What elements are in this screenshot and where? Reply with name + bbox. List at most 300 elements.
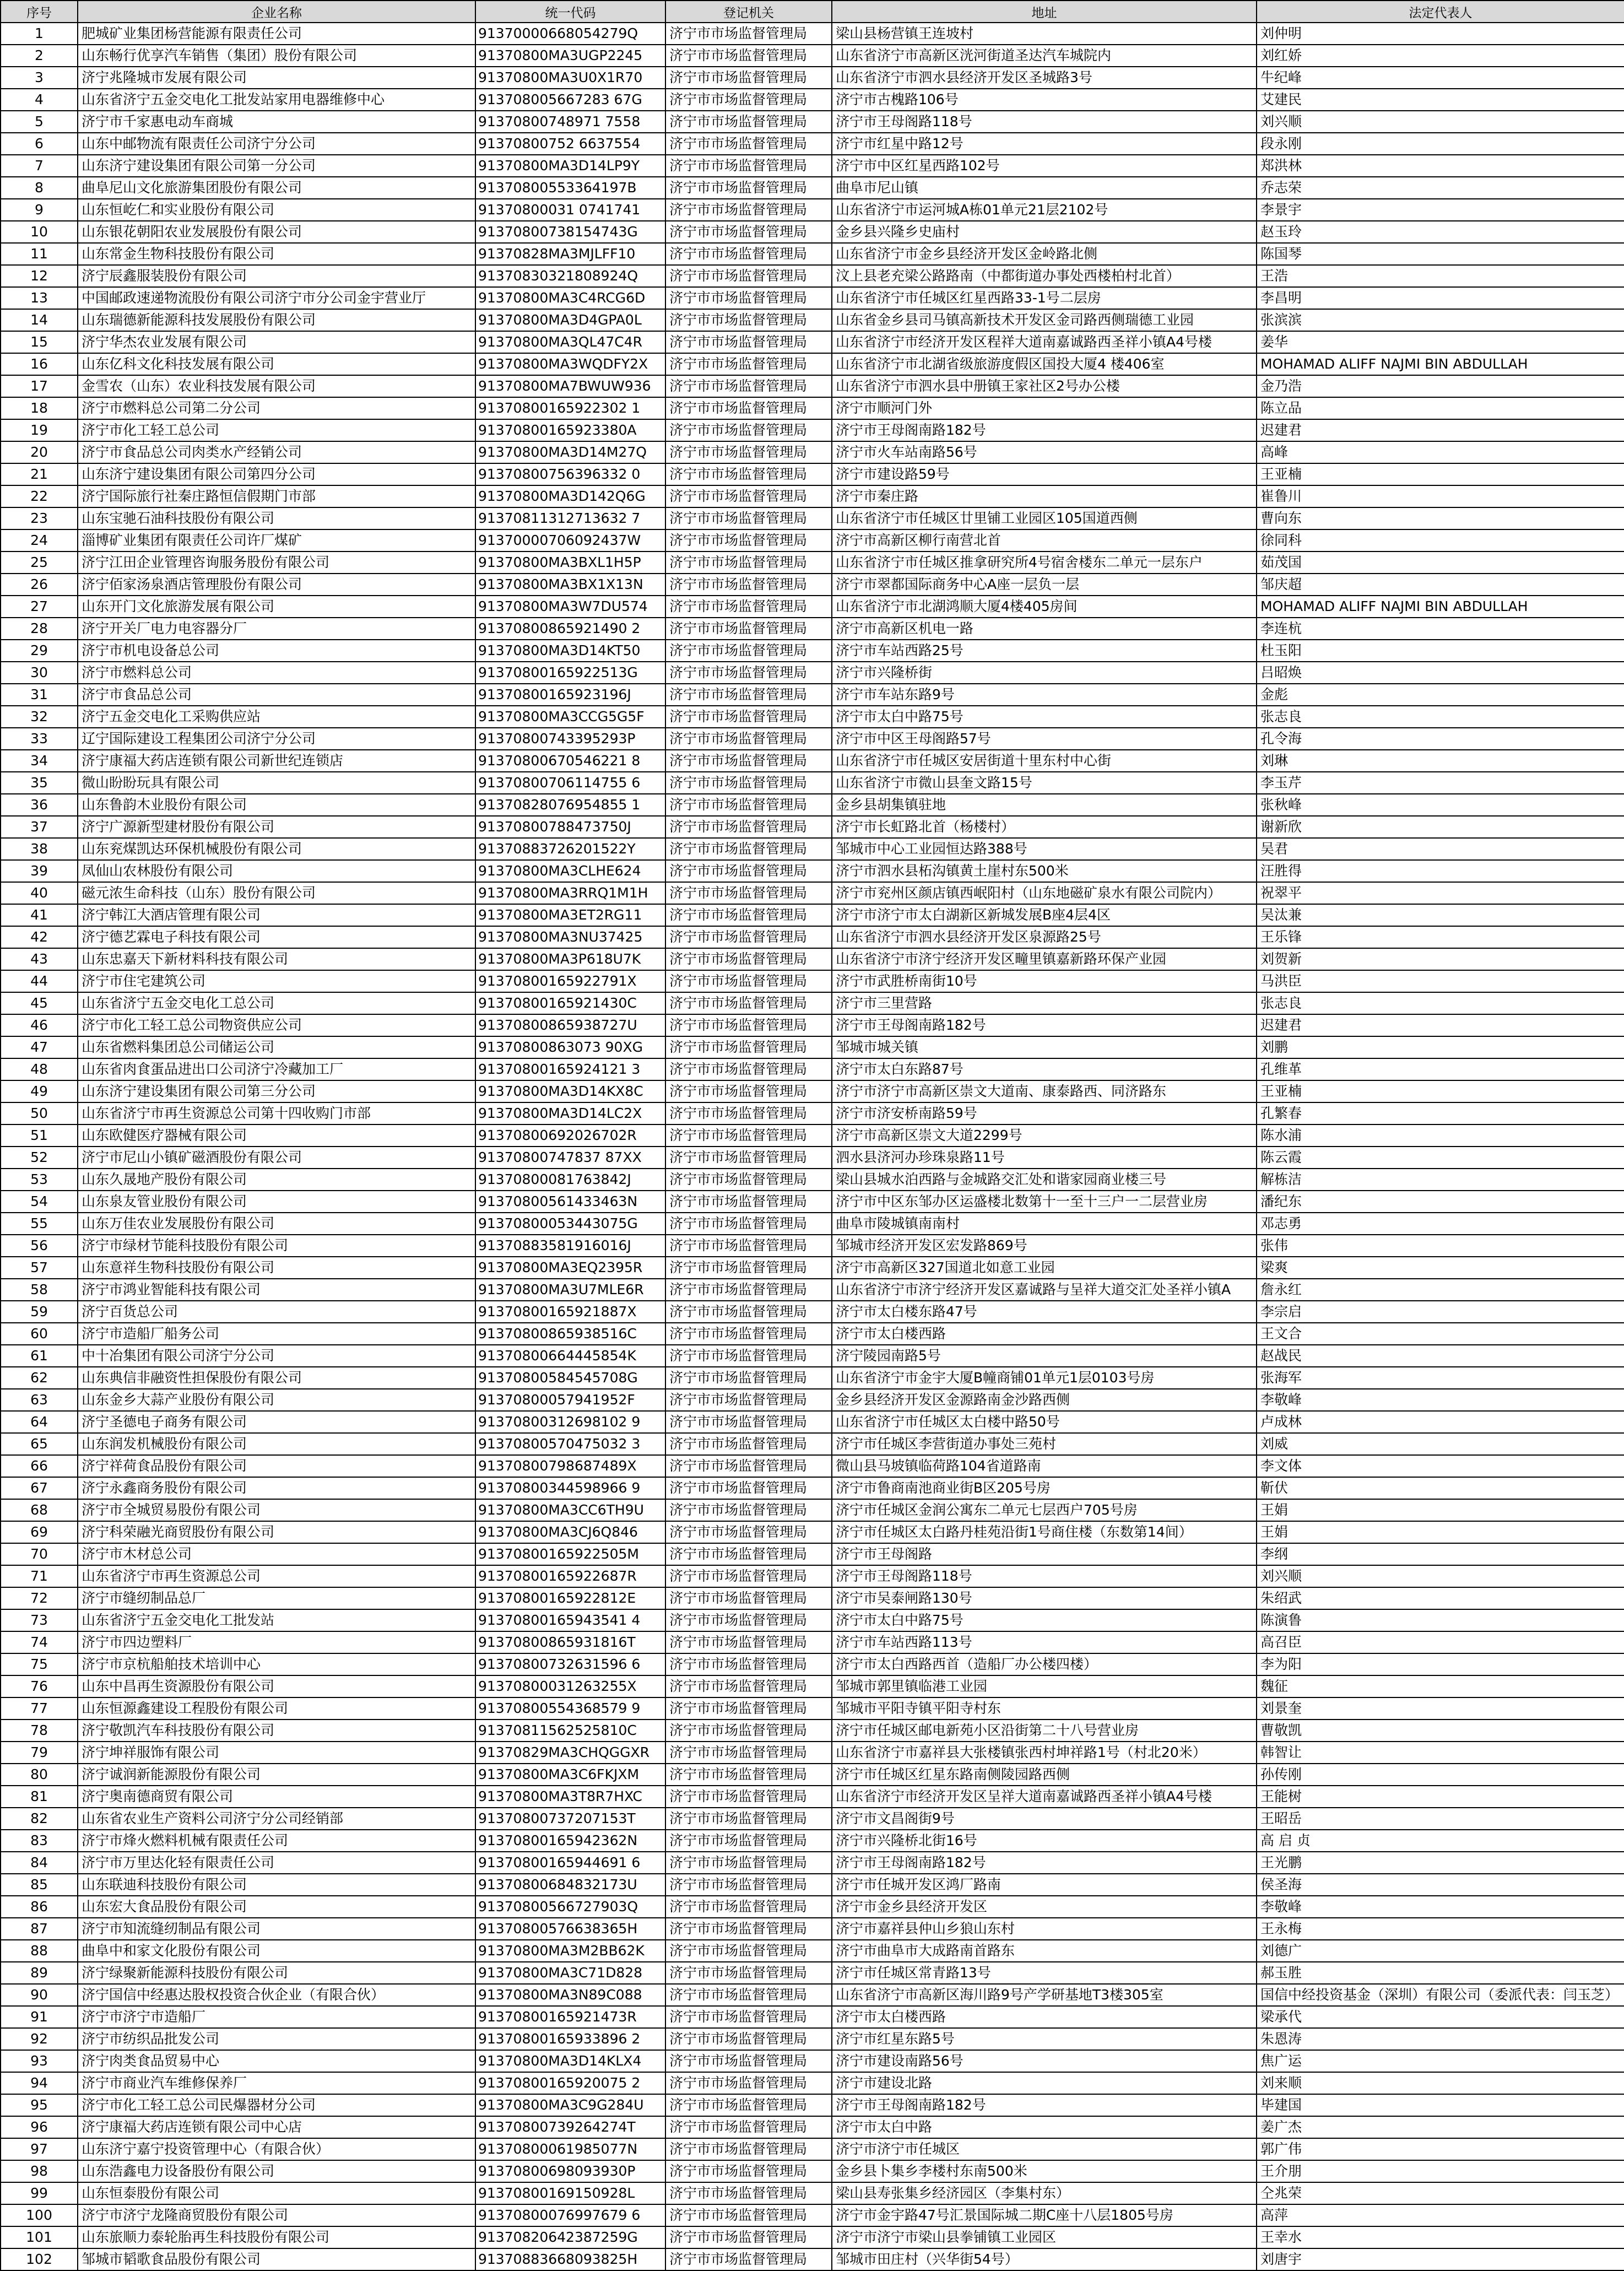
cell-registration-authority[interactable]: 济宁市市场监督管理局	[665, 1675, 832, 1697]
cell-index[interactable]: 63	[1, 1389, 78, 1411]
cell-index[interactable]: 80	[1, 1764, 78, 1786]
cell-unified-code[interactable]: 91370800738154743G	[475, 221, 665, 243]
cell-company-name[interactable]: 中十冶集团有限公司济宁分公司	[78, 1345, 475, 1367]
cell-unified-code[interactable]: 91370800MA3C6FKJXM	[475, 1764, 665, 1786]
cell-unified-code[interactable]: 91370800MA3M2BB62K	[475, 1940, 665, 1962]
cell-company-name[interactable]: 济宁市食品总公司	[78, 684, 475, 706]
cell-index[interactable]: 84	[1, 1852, 78, 1874]
cell-registration-authority[interactable]: 济宁市市场监督管理局	[665, 2182, 832, 2204]
cell-unified-code[interactable]: 91370800865931816T	[475, 1631, 665, 1653]
cell-index[interactable]: 50	[1, 1102, 78, 1124]
cell-unified-code[interactable]: 91370828MA3MJLFF10	[475, 243, 665, 265]
cell-company-name[interactable]: 山东万佳农业发展股份有限公司	[78, 1213, 475, 1235]
cell-registration-authority[interactable]: 济宁市市场监督管理局	[665, 1984, 832, 2006]
cell-index[interactable]: 62	[1, 1367, 78, 1389]
cell-legal-representative[interactable]: 吴汰兼	[1257, 904, 1624, 926]
cell-company-name[interactable]: 中国邮政速递物流股份有限公司济宁市分公司金宇营业厅	[78, 287, 475, 309]
cell-address[interactable]: 微山县马坡镇临荷路104省道路南	[832, 1455, 1257, 1477]
table-row[interactable]	[1, 243, 1624, 265]
cell-unified-code[interactable]: 91370800061985077N	[475, 2138, 665, 2160]
table-row[interactable]	[1, 1455, 1624, 1477]
cell-legal-representative[interactable]: 孔令海	[1257, 728, 1624, 750]
cell-index[interactable]: 39	[1, 860, 78, 882]
cell-address[interactable]: 济宁市车站西路25号	[832, 640, 1257, 662]
cell-address[interactable]: 济宁市高新区柳行南营北首	[832, 529, 1257, 551]
cell-legal-representative[interactable]: 张志良	[1257, 706, 1624, 728]
cell-address[interactable]: 金乡县经济开发区金源路南金沙路西侧	[832, 1389, 1257, 1411]
cell-company-name[interactable]: 山东省燃料集团总公司储运公司	[78, 1036, 475, 1058]
cell-index[interactable]: 42	[1, 926, 78, 948]
cell-legal-representative[interactable]: 梁承代	[1257, 2006, 1624, 2028]
cell-unified-code[interactable]: 91370800554368579 9	[475, 1697, 665, 1720]
cell-unified-code[interactable]: 91370800165920075 2	[475, 2072, 665, 2094]
cell-legal-representative[interactable]: 陈国琴	[1257, 243, 1624, 265]
cell-unified-code[interactable]: 91370830321808924Q	[475, 265, 665, 287]
cell-index[interactable]: 95	[1, 2094, 78, 2116]
cell-legal-representative[interactable]: 赵玉玲	[1257, 221, 1624, 243]
cell-registration-authority[interactable]: 济宁市市场监督管理局	[665, 1102, 832, 1124]
cell-registration-authority[interactable]: 济宁市市场监督管理局	[665, 45, 832, 67]
cell-company-name[interactable]: 山东中昌再生资源股份有限公司	[78, 1675, 475, 1697]
cell-company-name[interactable]: 山东兖煤凯达环保机械股份有限公司	[78, 838, 475, 860]
table-row[interactable]	[1, 1345, 1624, 1367]
table-row[interactable]	[1, 287, 1624, 309]
cell-address[interactable]: 济宁市济宁市梁山县拳铺镇工业园区	[832, 2226, 1257, 2248]
cell-company-name[interactable]: 山东宝驰石油科技股份有限公司	[78, 507, 475, 529]
cell-index[interactable]: 33	[1, 728, 78, 750]
cell-company-name[interactable]: 山东省农业生产资料公司济宁分公司经销部	[78, 1808, 475, 1830]
table-row[interactable]	[1, 2050, 1624, 2072]
table-row[interactable]	[1, 199, 1624, 221]
cell-address[interactable]: 山东省济宁市北湖鸿顺大厦4楼405房间	[832, 596, 1257, 618]
cell-company-name[interactable]: 济宁祥荷食品股份有限公司	[78, 1455, 475, 1477]
cell-address[interactable]: 济宁市太白中路75号	[832, 706, 1257, 728]
cell-unified-code[interactable]: 91370800344598966 9	[475, 1477, 665, 1499]
cell-company-name[interactable]: 济宁坤祥服饰有限公司	[78, 1742, 475, 1764]
cell-company-name[interactable]: 济宁韩江大酒店管理有限公司	[78, 904, 475, 926]
cell-legal-representative[interactable]: 迟建君	[1257, 1014, 1624, 1036]
table-row[interactable]	[1, 904, 1624, 926]
cell-registration-authority[interactable]: 济宁市市场监督管理局	[665, 750, 832, 772]
table-row[interactable]	[1, 551, 1624, 574]
cell-unified-code[interactable]: 91370800MA3UGP2245	[475, 45, 665, 67]
cell-legal-representative[interactable]: 王光鹏	[1257, 1852, 1624, 1874]
cell-company-name[interactable]: 山东欧健医疗器械有限公司	[78, 1124, 475, 1147]
cell-legal-representative[interactable]: 李敬峰	[1257, 1389, 1624, 1411]
cell-unified-code[interactable]: 91370800031263255X	[475, 1675, 665, 1697]
cell-company-name[interactable]: 山东银花朝阳农业发展股份有限公司	[78, 221, 475, 243]
cell-registration-authority[interactable]: 济宁市市场监督管理局	[665, 463, 832, 485]
cell-address[interactable]: 山东省济宁市嘉祥县大张楼镇张西村坤祥路1号（村北20米）	[832, 1742, 1257, 1764]
cell-company-name[interactable]: 山东恒泰股份有限公司	[78, 2182, 475, 2204]
cell-company-name[interactable]: 山东畅行优享汽车销售（集团）股份有限公司	[78, 45, 475, 67]
cell-index[interactable]: 23	[1, 507, 78, 529]
cell-legal-representative[interactable]: 王介朋	[1257, 2160, 1624, 2182]
table-row[interactable]	[1, 1499, 1624, 1521]
cell-index[interactable]: 88	[1, 1940, 78, 1962]
cell-unified-code[interactable]: 91370800756396332 0	[475, 463, 665, 485]
cell-legal-representative[interactable]: 刘红娇	[1257, 45, 1624, 67]
cell-unified-code[interactable]: 91370800739264274T	[475, 2116, 665, 2138]
cell-company-name[interactable]: 济宁德艺霖电子科技有限公司	[78, 926, 475, 948]
cell-company-name[interactable]: 济宁开关厂电力电容器分厂	[78, 618, 475, 640]
cell-company-name[interactable]: 济宁奥南德商贸有限公司	[78, 1786, 475, 1808]
cell-legal-representative[interactable]: 吴君	[1257, 838, 1624, 860]
cell-registration-authority[interactable]: 济宁市市场监督管理局	[665, 1499, 832, 1521]
cell-company-name[interactable]: 济宁市化工轻工总公司民爆器材分公司	[78, 2094, 475, 2116]
cell-registration-authority[interactable]: 济宁市市场监督管理局	[665, 1124, 832, 1147]
table-row[interactable]	[1, 2248, 1624, 2270]
table-row[interactable]	[1, 89, 1624, 111]
cell-index[interactable]: 90	[1, 1984, 78, 2006]
table-row[interactable]	[1, 419, 1624, 441]
table-row[interactable]	[1, 1014, 1624, 1036]
cell-index[interactable]: 32	[1, 706, 78, 728]
cell-address[interactable]: 济宁市车站东路9号	[832, 684, 1257, 706]
table-row[interactable]	[1, 750, 1624, 772]
cell-registration-authority[interactable]: 济宁市市场监督管理局	[665, 2028, 832, 2050]
cell-address[interactable]: 济宁市红星东路5号	[832, 2028, 1257, 2050]
cell-company-name[interactable]: 济宁市化工轻工总公司	[78, 419, 475, 441]
cell-registration-authority[interactable]: 济宁市市场监督管理局	[665, 111, 832, 133]
cell-registration-authority[interactable]: 济宁市市场监督管理局	[665, 243, 832, 265]
table-row[interactable]	[1, 1411, 1624, 1433]
cell-index[interactable]: 76	[1, 1675, 78, 1697]
cell-legal-representative[interactable]: 刘来顺	[1257, 2072, 1624, 2094]
cell-company-name[interactable]: 济宁科荣融光商贸股份有限公司	[78, 1521, 475, 1543]
cell-legal-representative[interactable]: 高 启 贞	[1257, 1830, 1624, 1852]
cell-index[interactable]: 51	[1, 1124, 78, 1147]
cell-company-name[interactable]: 济宁绿聚新能源科技股份有限公司	[78, 1962, 475, 1984]
cell-index[interactable]: 97	[1, 2138, 78, 2160]
cell-address[interactable]: 济宁市兖州区颜店镇西岷阳村（山东地磁矿泉水有限公司院内）	[832, 882, 1257, 904]
cell-company-name[interactable]: 山东典信非融资性担保股份有限公司	[78, 1367, 475, 1389]
cell-index[interactable]: 86	[1, 1896, 78, 1918]
cell-index[interactable]: 81	[1, 1786, 78, 1808]
cell-company-name[interactable]: 济宁市四边塑料厂	[78, 1631, 475, 1653]
cell-company-name[interactable]: 济宁国际旅行社秦庄路恒信假期门市部	[78, 485, 475, 507]
cell-unified-code[interactable]: 913708005667283 67G	[475, 89, 665, 111]
cell-address[interactable]: 济宁市嘉祥县仲山乡狼山东村	[832, 1918, 1257, 1940]
cell-legal-representative[interactable]: 孔维革	[1257, 1058, 1624, 1080]
cell-registration-authority[interactable]: 济宁市市场监督管理局	[665, 728, 832, 750]
cell-company-name[interactable]: 济宁兆隆城市发展有限公司	[78, 67, 475, 89]
cell-registration-authority[interactable]: 济宁市市场监督管理局	[665, 2072, 832, 2094]
cell-index[interactable]: 77	[1, 1697, 78, 1720]
cell-address[interactable]: 济宁市济安桥南路59号	[832, 1102, 1257, 1124]
table-row[interactable]	[1, 640, 1624, 662]
cell-address[interactable]: 济宁市武胜桥南街10号	[832, 970, 1257, 992]
cell-company-name[interactable]: 山东济宁嘉宁投资管理中心（有限合伙）	[78, 2138, 475, 2160]
cell-unified-code[interactable]: 91370800MA3D14LP9Y	[475, 155, 665, 177]
cell-unified-code[interactable]: 91370800MA3ET2RG11	[475, 904, 665, 926]
cell-company-name[interactable]: 山东恒屹仁和实业股份有限公司	[78, 199, 475, 221]
table-row[interactable]	[1, 860, 1624, 882]
table-row[interactable]	[1, 728, 1624, 750]
cell-legal-representative[interactable]: 王娟	[1257, 1499, 1624, 1521]
cell-legal-representative[interactable]: 李为阳	[1257, 1653, 1624, 1675]
cell-index[interactable]: 74	[1, 1631, 78, 1653]
cell-address[interactable]: 济宁市鲁商南池商业街B区205号房	[832, 1477, 1257, 1499]
cell-registration-authority[interactable]: 济宁市市场监督管理局	[665, 1543, 832, 1565]
cell-registration-authority[interactable]: 济宁市市场监督管理局	[665, 1257, 832, 1279]
table-row[interactable]	[1, 1631, 1624, 1653]
table-row[interactable]	[1, 816, 1624, 838]
cell-legal-representative[interactable]: 靳伏	[1257, 1477, 1624, 1499]
cell-registration-authority[interactable]: 济宁市市场监督管理局	[665, 1896, 832, 1918]
cell-address[interactable]: 山东省济宁市高新区洸河街道圣达汽车城院内	[832, 45, 1257, 67]
table-row[interactable]	[1, 1235, 1624, 1257]
cell-index[interactable]: 46	[1, 1014, 78, 1036]
cell-unified-code[interactable]: 91370800MA3EQ2395R	[475, 1257, 665, 1279]
cell-legal-representative[interactable]: 王永梅	[1257, 1918, 1624, 1940]
cell-unified-code[interactable]: 91370800732631596 6	[475, 1653, 665, 1675]
cell-legal-representative[interactable]: 段永刚	[1257, 133, 1624, 155]
cell-legal-representative[interactable]: 姜华	[1257, 331, 1624, 353]
cell-registration-authority[interactable]: 济宁市市场监督管理局	[665, 1587, 832, 1609]
cell-registration-authority[interactable]: 济宁市市场监督管理局	[665, 485, 832, 507]
table-row[interactable]	[1, 2226, 1624, 2248]
cell-index[interactable]: 38	[1, 838, 78, 860]
cell-index[interactable]: 45	[1, 992, 78, 1014]
cell-unified-code[interactable]: 91370800752 6637554	[475, 133, 665, 155]
cell-index[interactable]: 18	[1, 397, 78, 419]
cell-company-name[interactable]: 山东润发机械股份有限公司	[78, 1433, 475, 1455]
cell-index[interactable]: 93	[1, 2050, 78, 2072]
cell-legal-representative[interactable]: 刘德广	[1257, 1940, 1624, 1962]
cell-address[interactable]: 济宁市王母阁南路182号	[832, 419, 1257, 441]
table-row[interactable]	[1, 1675, 1624, 1697]
cell-unified-code[interactable]: 91370800165924121 3	[475, 1058, 665, 1080]
cell-address[interactable]: 山东省济宁市北湖省级旅游度假区国投大厦4 楼406室	[832, 353, 1257, 375]
cell-company-name[interactable]: 山东联迪科技股份有限公司	[78, 1874, 475, 1896]
cell-address[interactable]: 山东省济宁市任城区安居街道十里东村中心街	[832, 750, 1257, 772]
cell-index[interactable]: 12	[1, 265, 78, 287]
cell-company-name[interactable]: 山东鲁韵木业股份有限公司	[78, 794, 475, 816]
cell-legal-representative[interactable]: 刘兴顺	[1257, 111, 1624, 133]
cell-unified-code[interactable]: 91370800MA3D14M27Q	[475, 441, 665, 463]
cell-address[interactable]: 济宁市高新区机电一路	[832, 618, 1257, 640]
cell-registration-authority[interactable]: 济宁市市场监督管理局	[665, 1874, 832, 1896]
cell-company-name[interactable]: 济宁市木材总公司	[78, 1543, 475, 1565]
cell-index[interactable]: 79	[1, 1742, 78, 1764]
cell-address[interactable]: 山东省济宁市高新区海川路9号产学研基地T3楼305室	[832, 1984, 1257, 2006]
cell-legal-representative[interactable]: 祝翠平	[1257, 882, 1624, 904]
cell-registration-authority[interactable]: 济宁市市场监督管理局	[665, 1301, 832, 1323]
cell-registration-authority[interactable]: 济宁市市场监督管理局	[665, 1345, 832, 1367]
cell-address[interactable]: 济宁市王母阁南路182号	[832, 1014, 1257, 1036]
cell-address[interactable]: 济宁市秦庄路	[832, 485, 1257, 507]
cell-registration-authority[interactable]: 济宁市市场监督管理局	[665, 2050, 832, 2072]
cell-company-name[interactable]: 山东省济宁五金交电化工总公司	[78, 992, 475, 1014]
cell-address[interactable]: 济宁市王母阁路	[832, 1543, 1257, 1565]
table-row[interactable]	[1, 2182, 1624, 2204]
cell-index[interactable]: 52	[1, 1147, 78, 1169]
cell-address[interactable]: 济宁市太白中路75号	[832, 1609, 1257, 1631]
cell-registration-authority[interactable]: 济宁市市场监督管理局	[665, 1720, 832, 1742]
cell-address[interactable]: 济宁市王母阁路118号	[832, 1565, 1257, 1587]
cell-company-name[interactable]: 济宁市鸿业智能科技有限公司	[78, 1279, 475, 1301]
cell-index[interactable]: 8	[1, 177, 78, 199]
table-row[interactable]	[1, 463, 1624, 485]
cell-index[interactable]: 56	[1, 1235, 78, 1257]
cell-index[interactable]: 61	[1, 1345, 78, 1367]
cell-legal-representative[interactable]: 朱绍武	[1257, 1587, 1624, 1609]
cell-company-name[interactable]: 济宁国信中经惠达股权投资合伙企业（有限合伙）	[78, 1984, 475, 2006]
cell-legal-representative[interactable]: 张秋峰	[1257, 794, 1624, 816]
cell-unified-code[interactable]: 91370800MA3WQDFY2X	[475, 353, 665, 375]
cell-unified-code[interactable]: 91370800165943541 4	[475, 1609, 665, 1631]
table-row[interactable]	[1, 529, 1624, 551]
cell-unified-code[interactable]: 91370829MA3CHQGGXR	[475, 1742, 665, 1764]
cell-address[interactable]: 邹城市中心工业园恒达路388号	[832, 838, 1257, 860]
cell-legal-representative[interactable]: 徐同科	[1257, 529, 1624, 551]
cell-index[interactable]: 64	[1, 1411, 78, 1433]
cell-legal-representative[interactable]: 李昌明	[1257, 287, 1624, 309]
cell-legal-representative[interactable]: 李景宇	[1257, 199, 1624, 221]
cell-registration-authority[interactable]: 济宁市市场监督管理局	[665, 1697, 832, 1720]
cell-company-name[interactable]: 辽宁国际建设工程集团公司济宁分公司	[78, 728, 475, 750]
cell-company-name[interactable]: 济宁市化工轻工总公司物资供应公司	[78, 1014, 475, 1036]
cell-address[interactable]: 山东省济宁市泗水县经济开发区泉源路25号	[832, 926, 1257, 948]
cell-registration-authority[interactable]: 济宁市市场监督管理局	[665, 1367, 832, 1389]
cell-registration-authority[interactable]: 济宁市市场监督管理局	[665, 1940, 832, 1962]
cell-unified-code[interactable]: 91370800865938727U	[475, 1014, 665, 1036]
cell-index[interactable]: 92	[1, 2028, 78, 2050]
cell-index[interactable]: 5	[1, 111, 78, 133]
table-row[interactable]	[1, 794, 1624, 816]
cell-unified-code[interactable]: 91370820642387259G	[475, 2226, 665, 2248]
cell-legal-representative[interactable]: 詹永红	[1257, 1279, 1624, 1301]
cell-unified-code[interactable]: 91370800165921473R	[475, 2006, 665, 2028]
cell-unified-code[interactable]: 91370800165921887X	[475, 1301, 665, 1323]
cell-legal-representative[interactable]: 陈云霞	[1257, 1147, 1624, 1169]
cell-address[interactable]: 山东省济宁市济宁经济开发区嘉诚路与呈祥大道交汇处圣祥小镇A	[832, 1279, 1257, 1301]
cell-address[interactable]: 济宁市曲阜市大成路南首路东	[832, 1940, 1257, 1962]
cell-registration-authority[interactable]: 济宁市市场监督管理局	[665, 970, 832, 992]
cell-legal-representative[interactable]: 艾建民	[1257, 89, 1624, 111]
cell-registration-authority[interactable]: 济宁市市场监督管理局	[665, 265, 832, 287]
cell-unified-code[interactable]: 91370800MA7BWUW936	[475, 375, 665, 397]
cell-registration-authority[interactable]: 济宁市市场监督管理局	[665, 1279, 832, 1301]
cell-registration-authority[interactable]: 济宁市市场监督管理局	[665, 816, 832, 838]
cell-index[interactable]: 21	[1, 463, 78, 485]
cell-address[interactable]: 济宁市火车站南路56号	[832, 441, 1257, 463]
cell-company-name[interactable]: 山东开门文化旅游发展有限公司	[78, 596, 475, 618]
table-row[interactable]	[1, 45, 1624, 67]
cell-company-name[interactable]: 济宁华杰农业发展有限公司	[78, 331, 475, 353]
cell-registration-authority[interactable]: 济宁市市场监督管理局	[665, 1565, 832, 1587]
cell-unified-code[interactable]: 91370800165922513G	[475, 662, 665, 684]
cell-registration-authority[interactable]: 济宁市市场监督管理局	[665, 419, 832, 441]
cell-unified-code[interactable]: 91370800743395293P	[475, 728, 665, 750]
cell-address[interactable]: 济宁市王母阁南路182号	[832, 2094, 1257, 2116]
cell-index[interactable]: 57	[1, 1257, 78, 1279]
cell-address[interactable]: 济宁市建设南路56号	[832, 2050, 1257, 2072]
table-row[interactable]	[1, 1830, 1624, 1852]
table-row[interactable]	[1, 177, 1624, 199]
table-row[interactable]	[1, 1764, 1624, 1786]
cell-unified-code[interactable]: 91370800553364197B	[475, 177, 665, 199]
cell-unified-code[interactable]: 91370883668093825H	[475, 2248, 665, 2270]
cell-company-name[interactable]: 济宁诚润新能源股份有限公司	[78, 1764, 475, 1786]
table-row[interactable]	[1, 1080, 1624, 1102]
table-row[interactable]	[1, 970, 1624, 992]
cell-company-name[interactable]: 曲阜尼山文化旅游集团股份有限公司	[78, 177, 475, 199]
cell-legal-representative[interactable]: 梁爽	[1257, 1257, 1624, 1279]
cell-registration-authority[interactable]: 济宁市市场监督管理局	[665, 155, 832, 177]
cell-unified-code[interactable]: 91370800566727903Q	[475, 1896, 665, 1918]
cell-unified-code[interactable]: 91370800MA3CJ6Q846	[475, 1521, 665, 1543]
cell-index[interactable]: 68	[1, 1499, 78, 1521]
cell-unified-code[interactable]: 91370800576638365H	[475, 1918, 665, 1940]
cell-registration-authority[interactable]: 济宁市市场监督管理局	[665, 1433, 832, 1455]
cell-registration-authority[interactable]: 济宁市市场监督管理局	[665, 618, 832, 640]
cell-company-name[interactable]: 山东省济宁市再生资源总公司	[78, 1565, 475, 1587]
cell-index[interactable]: 99	[1, 2182, 78, 2204]
cell-company-name[interactable]: 山东省肉食蛋品进出口公司济宁冷藏加工厂	[78, 1058, 475, 1080]
cell-legal-representative[interactable]: 刘贺新	[1257, 948, 1624, 970]
cell-unified-code[interactable]: 91370800169150928L	[475, 2182, 665, 2204]
cell-company-name[interactable]: 济宁广源新型建材股份有限公司	[78, 816, 475, 838]
cell-registration-authority[interactable]: 济宁市市场监督管理局	[665, 1058, 832, 1080]
cell-unified-code[interactable]: 91370800165922812E	[475, 1587, 665, 1609]
cell-address[interactable]: 济宁市金乡县经济开发区	[832, 1896, 1257, 1918]
cell-company-name[interactable]: 济宁市济宁市造船厂	[78, 2006, 475, 2028]
cell-registration-authority[interactable]: 济宁市市场监督管理局	[665, 1786, 832, 1808]
table-row[interactable]	[1, 133, 1624, 155]
cell-address[interactable]: 邹城市郭里镇临港工业园	[832, 1675, 1257, 1697]
table-row[interactable]	[1, 948, 1624, 970]
table-row[interactable]	[1, 1697, 1624, 1720]
cell-unified-code[interactable]: 91370800865938516C	[475, 1323, 665, 1345]
cell-address[interactable]: 金乡县胡集镇驻地	[832, 794, 1257, 816]
cell-company-name[interactable]: 山东瑞德新能源科技发展股份有限公司	[78, 309, 475, 331]
cell-registration-authority[interactable]: 济宁市市场监督管理局	[665, 23, 832, 45]
cell-registration-authority[interactable]: 济宁市市场监督管理局	[665, 177, 832, 199]
cell-index[interactable]: 20	[1, 441, 78, 463]
cell-registration-authority[interactable]: 济宁市市场监督管理局	[665, 1080, 832, 1102]
cell-company-name[interactable]: 山东意祥生物科技股份有限公司	[78, 1257, 475, 1279]
table-row[interactable]	[1, 331, 1624, 353]
table-row[interactable]	[1, 2116, 1624, 2138]
cell-index[interactable]: 10	[1, 221, 78, 243]
cell-address[interactable]: 济宁市济宁市太白湖新区新城发展B座4层4区	[832, 904, 1257, 926]
cell-registration-authority[interactable]: 济宁市市场监督管理局	[665, 1852, 832, 1874]
cell-unified-code[interactable]: 91370800584545708G	[475, 1367, 665, 1389]
cell-company-name[interactable]: 山东旅顺力泰轮胎再生科技股份有限公司	[78, 2226, 475, 2248]
cell-address[interactable]: 济宁市太白中路	[832, 2116, 1257, 2138]
cell-unified-code[interactable]: 91370800692026702R	[475, 1124, 665, 1147]
table-row[interactable]	[1, 1323, 1624, 1345]
cell-address[interactable]: 济宁陵园南路5号	[832, 1345, 1257, 1367]
cell-unified-code[interactable]: 91370800MA3C71D828	[475, 1962, 665, 1984]
cell-index[interactable]: 100	[1, 2204, 78, 2226]
cell-unified-code[interactable]: 91370800664445854K	[475, 1345, 665, 1367]
cell-index[interactable]: 102	[1, 2248, 78, 2270]
cell-company-name[interactable]: 济宁五金交电化工采购供应站	[78, 706, 475, 728]
cell-index[interactable]: 17	[1, 375, 78, 397]
cell-company-name[interactable]: 济宁康福大药店连锁有限公司中心店	[78, 2116, 475, 2138]
cell-address[interactable]: 济宁市高新区崇文大道2299号	[832, 1124, 1257, 1147]
table-row[interactable]	[1, 1852, 1624, 1874]
cell-address[interactable]: 济宁市车站西路113号	[832, 1631, 1257, 1653]
cell-address[interactable]: 邹城市平阳寺镇平阳寺村东	[832, 1697, 1257, 1720]
cell-registration-authority[interactable]: 济宁市市场监督管理局	[665, 640, 832, 662]
cell-registration-authority[interactable]: 济宁市市场监督管理局	[665, 2248, 832, 2270]
cell-legal-representative[interactable]: 金乃浩	[1257, 375, 1624, 397]
cell-company-name[interactable]: 济宁市燃料总公司第二分公司	[78, 397, 475, 419]
